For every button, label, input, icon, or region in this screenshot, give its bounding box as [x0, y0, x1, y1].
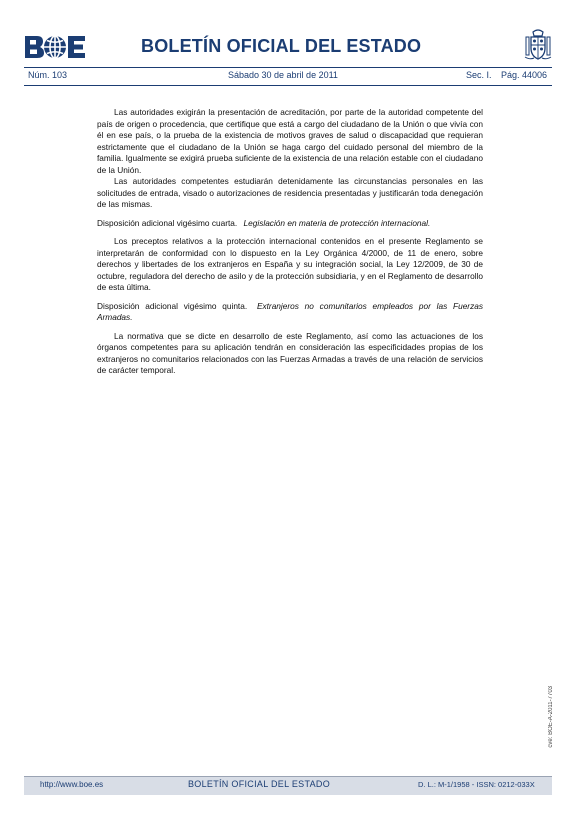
paragraph: La normativa que se dicte en desarrollo de este Reglamento, así como las actuaciones de los órganos competentes para su aplicación tendrán en consideración las especificidades propias de los extranjeros no comunitarios relacionados con las Fuerzas Armadas a través de una relación de servicios de carácter temporal. — [97, 330, 483, 375]
issue-number: Núm. 103 — [28, 70, 68, 80]
issue-date: Sábado 30 de abril de 2011 — [228, 70, 338, 80]
boe-logo-icon — [24, 35, 86, 59]
section-label: Sec. I. — [466, 70, 492, 80]
provision-heading — [97, 301, 483, 324]
paragraph: Las autoridades competentes estudiarán detenidamente las circunstancias personales en las solicitudes de entrada, visado o autorizaciones de residencia presentadas y justificarán toda denegación de las mismas. — [97, 176, 483, 209]
provision-heading — [97, 218, 483, 230]
coat-of-arms-icon — [524, 28, 552, 62]
paragraph: Las autoridades exigirán la presentación de acreditación, por parte de la autoridad competente del país de origen o procedencia, que certifique que está a cargo del ciudadano de la Unión o que vivía con él en ese país, o la prueba de la existencia de motivos graves de salud o discapacidad que requieran estrictamente que el ciudadano de la Unión se haga cargo del cuidado personal del miembro de la familia. Igualmente se exigirá prueba suficiente de la existencia de una relación estable con el ciudadano de la Unión. — [97, 107, 483, 175]
footer-title: BOLETÍN OFICIAL DEL ESTADO — [188, 779, 330, 789]
provision-label: Disposición adicional vigésimo quinta. — [97, 300, 248, 311]
document-code: cve: BOE-A-2011-7703 — [548, 686, 554, 748]
footer-legal-deposit: D. L.: M-1/1958 - ISSN: 0212-033X — [418, 780, 535, 789]
header-rule-bottom — [24, 85, 552, 86]
paragraph: Los preceptos relativos a la protección internacional contenidos en el presente Reglamento se interpretarán de conformidad con lo dispuesto en la Ley Orgánica 4/2000, de 11 de enero, sobre derechos y libertades de los extranjeros en España y su integración social, la Ley 12/2009, de 30 de octubre, reguladora del derecho de asilo y de la protección subsidiaria, y en el Reglamento de desarrollo de esta última. — [97, 236, 483, 292]
provision-title: Legislación en materia de protección internacional. — [243, 217, 431, 228]
page-number: Pág. 44006 — [501, 70, 548, 80]
provision-label: Disposición adicional vigésimo cuarta. — [97, 217, 238, 228]
provision-title: Extranjeros no comunitarios empleados por las Fuerzas Armadas. — [97, 300, 483, 322]
document-body — [97, 107, 483, 377]
footer-url-link[interactable]: http://www.boe.es — [40, 780, 104, 789]
header-rule-top — [24, 67, 552, 68]
page-title: BOLETÍN OFICIAL DEL ESTADO — [141, 36, 422, 56]
